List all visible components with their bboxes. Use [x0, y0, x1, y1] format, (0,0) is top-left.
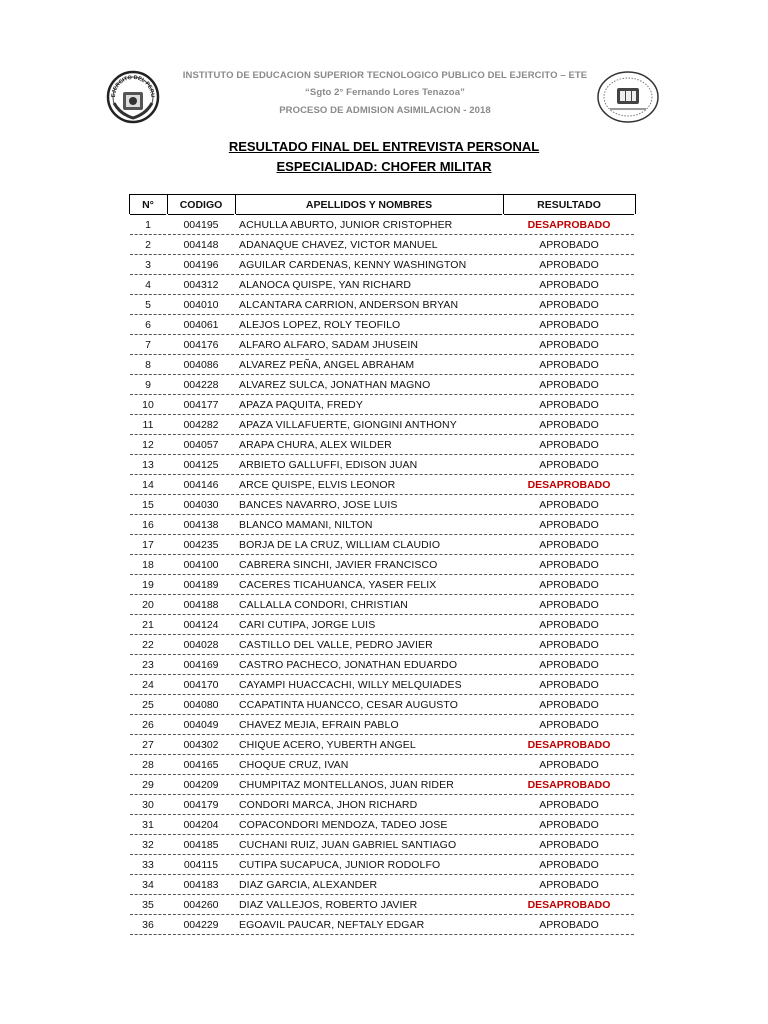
table-row [129, 475, 635, 495]
document-title: RESULTADO FINAL DEL ENTREVISTA PERSONAL [228, 139, 540, 154]
row-result: DESAPROBADO [503, 775, 635, 795]
row-code: 004125 [167, 455, 235, 475]
row-number: 8 [129, 355, 167, 375]
table-row [129, 675, 635, 695]
table-row [129, 755, 635, 775]
row-code: 004282 [167, 415, 235, 435]
row-full-name: CHAVEZ MEJIA, EFRAIN PABLO [235, 715, 503, 735]
row-full-name: CALLALLA CONDORI, CHRISTIAN [235, 595, 503, 615]
row-code: 004177 [167, 395, 235, 415]
row-full-name: DIAZ GARCIA, ALEXANDER [235, 875, 503, 895]
table-row [129, 615, 635, 635]
row-result: APROBADO [503, 435, 635, 455]
document-subtitle: ESPECIALIDAD: CHOFER MILITAR [276, 159, 492, 174]
row-code: 004189 [167, 575, 235, 595]
row-code: 004049 [167, 715, 235, 735]
table-row [129, 395, 635, 415]
table-row [129, 315, 635, 335]
row-result: APROBADO [503, 455, 635, 475]
row-result: APROBADO [503, 275, 635, 295]
row-number: 5 [129, 295, 167, 315]
row-result: APROBADO [503, 915, 635, 935]
row-result: APROBADO [503, 795, 635, 815]
row-full-name: BANCES NAVARRO, JOSE LUIS [235, 495, 503, 515]
row-code: 004100 [167, 555, 235, 575]
row-result: APROBADO [503, 715, 635, 735]
row-full-name: AGUILAR CARDENAS, KENNY WASHINGTON [235, 255, 503, 275]
row-result: APROBADO [503, 515, 635, 535]
row-number: 21 [129, 615, 167, 635]
row-full-name: CONDORI MARCA, JHON RICHARD [235, 795, 503, 815]
row-number: 24 [129, 675, 167, 695]
row-full-name: CUCHANI RUIZ, JUAN GABRIEL SANTIAGO [235, 835, 503, 855]
row-code: 004185 [167, 835, 235, 855]
row-result: APROBADO [503, 495, 635, 515]
row-number: 31 [129, 815, 167, 835]
institute-seal-logo [596, 70, 660, 124]
table-body [129, 215, 635, 935]
table-row [129, 815, 635, 835]
row-number: 13 [129, 455, 167, 475]
row-result: APROBADO [503, 635, 635, 655]
column-header-name: APELLIDOS Y NOMBRES [235, 195, 503, 215]
row-number: 16 [129, 515, 167, 535]
row-code: 004124 [167, 615, 235, 635]
institute-honoree: “Sgto 2° Fernando Lores Tenazoa” [305, 87, 465, 98]
row-code: 004195 [167, 215, 235, 235]
row-number: 17 [129, 535, 167, 555]
row-result: APROBADO [503, 575, 635, 595]
row-result: APROBADO [503, 595, 635, 615]
row-number: 28 [129, 755, 167, 775]
table-row [129, 915, 635, 935]
row-number: 22 [129, 635, 167, 655]
row-code: 004028 [167, 635, 235, 655]
row-full-name: COPACONDORI MENDOZA, TADEO JOSE [235, 815, 503, 835]
row-full-name: BLANCO MAMANI, NILTON [235, 515, 503, 535]
table-row [129, 635, 635, 655]
table-row [129, 595, 635, 615]
row-number: 6 [129, 315, 167, 335]
row-result: APROBADO [503, 695, 635, 715]
table-row [129, 215, 635, 235]
row-number: 9 [129, 375, 167, 395]
row-result: APROBADO [503, 375, 635, 395]
row-code: 004196 [167, 255, 235, 275]
table-row [129, 295, 635, 315]
row-result: APROBADO [503, 615, 635, 635]
row-full-name: CUTIPA SUCAPUCA, JUNIOR RODOLFO [235, 855, 503, 875]
row-result: APROBADO [503, 255, 635, 275]
row-result: APROBADO [503, 395, 635, 415]
row-code: 004204 [167, 815, 235, 835]
row-number: 3 [129, 255, 167, 275]
row-code: 004228 [167, 375, 235, 395]
row-code: 004030 [167, 495, 235, 515]
row-code: 004080 [167, 695, 235, 715]
row-full-name: ALVAREZ PEÑA, ANGEL ABRAHAM [235, 355, 503, 375]
row-full-name: CAYAMPI HUACCACHI, WILLY MELQUIADES [235, 675, 503, 695]
table-row [129, 435, 635, 455]
row-full-name: CHOQUE CRUZ, IVAN [235, 755, 503, 775]
row-number: 12 [129, 435, 167, 455]
table-row [129, 895, 635, 915]
row-number: 19 [129, 575, 167, 595]
row-number: 11 [129, 415, 167, 435]
row-full-name: ALVAREZ SULCA, JONATHAN MAGNO [235, 375, 503, 395]
row-number: 23 [129, 655, 167, 675]
institute-name: INSTITUTO DE EDUCACION SUPERIOR TECNOLOGICO PUBLICO DEL EJERCITO – ETE [182, 70, 588, 81]
emblem-text: EJERCITO DEL PERU [110, 74, 156, 98]
table-row [129, 575, 635, 595]
row-code: 004302 [167, 735, 235, 755]
row-code: 004165 [167, 755, 235, 775]
row-full-name: APAZA PAQUITA, FREDY [235, 395, 503, 415]
table-row [129, 515, 635, 535]
table-row [129, 775, 635, 795]
table-row [129, 255, 635, 275]
row-number: 18 [129, 555, 167, 575]
row-number: 2 [129, 235, 167, 255]
table-row [129, 235, 635, 255]
row-result: APROBADO [503, 855, 635, 875]
row-result: DESAPROBADO [503, 215, 635, 235]
row-number: 25 [129, 695, 167, 715]
row-full-name: ADANAQUE CHAVEZ, VICTOR MANUEL [235, 235, 503, 255]
row-full-name: CARI CUTIPA, JORGE LUIS [235, 615, 503, 635]
table-row [129, 455, 635, 475]
row-number: 7 [129, 335, 167, 355]
row-full-name: CCAPATINTA HUANCCO, CESAR AUGUSTO [235, 695, 503, 715]
row-code: 004138 [167, 515, 235, 535]
table-row [129, 655, 635, 675]
row-code: 004188 [167, 595, 235, 615]
column-header-code: CODIGO [167, 195, 235, 215]
row-number: 35 [129, 895, 167, 915]
row-code: 004148 [167, 235, 235, 255]
row-result: APROBADO [503, 815, 635, 835]
row-code: 004010 [167, 295, 235, 315]
row-code: 004086 [167, 355, 235, 375]
admission-process: PROCESO DE ADMISION ASIMILACION - 2018 [279, 105, 491, 116]
row-code: 004179 [167, 795, 235, 815]
row-code: 004057 [167, 435, 235, 455]
table-row [129, 375, 635, 395]
table-row [129, 355, 635, 375]
row-result: APROBADO [503, 295, 635, 315]
row-full-name: ARCE QUISPE, ELVIS LEONOR [235, 475, 503, 495]
row-code: 004229 [167, 915, 235, 935]
row-result: APROBADO [503, 335, 635, 355]
table-row [129, 555, 635, 575]
row-result: APROBADO [503, 355, 635, 375]
row-result: DESAPROBADO [503, 475, 635, 495]
row-full-name: ACHULLA ABURTO, JUNIOR CRISTOPHER [235, 215, 503, 235]
column-header-result: RESULTADO [503, 195, 635, 215]
results-table [128, 194, 636, 935]
row-full-name: CHUMPITAZ MONTELLANOS, JUAN RIDER [235, 775, 503, 795]
row-result: DESAPROBADO [503, 735, 635, 755]
row-number: 10 [129, 395, 167, 415]
row-full-name: CASTILLO DEL VALLE, PEDRO JAVIER [235, 635, 503, 655]
row-full-name: CABRERA SINCHI, JAVIER FRANCISCO [235, 555, 503, 575]
row-result: DESAPROBADO [503, 895, 635, 915]
row-result: APROBADO [503, 235, 635, 255]
row-full-name: ALCANTARA CARRION, ANDERSON BRYAN [235, 295, 503, 315]
row-number: 36 [129, 915, 167, 935]
row-number: 30 [129, 795, 167, 815]
row-number: 33 [129, 855, 167, 875]
table-row [129, 855, 635, 875]
table-row [129, 735, 635, 755]
row-result: APROBADO [503, 415, 635, 435]
row-full-name: BORJA DE LA CRUZ, WILLIAM CLAUDIO [235, 535, 503, 555]
row-full-name: ARAPA CHURA, ALEX WILDER [235, 435, 503, 455]
table-row [129, 495, 635, 515]
row-result: APROBADO [503, 315, 635, 335]
row-full-name: CASTRO PACHECO, JONATHAN EDUARDO [235, 655, 503, 675]
row-number: 4 [129, 275, 167, 295]
row-code: 004209 [167, 775, 235, 795]
table-row [129, 535, 635, 555]
table-row [129, 715, 635, 735]
row-full-name: ARBIETO GALLUFFI, EDISON JUAN [235, 455, 503, 475]
row-number: 14 [129, 475, 167, 495]
table-row [129, 695, 635, 715]
row-full-name: ALEJOS LOPEZ, ROLY TEOFILO [235, 315, 503, 335]
row-code: 004061 [167, 315, 235, 335]
row-result: APROBADO [503, 835, 635, 855]
row-code: 004176 [167, 335, 235, 355]
row-full-name: ALFARO ALFARO, SADAM JHUSEIN [235, 335, 503, 355]
row-full-name: DIAZ VALLEJOS, ROBERTO JAVIER [235, 895, 503, 915]
row-number: 29 [129, 775, 167, 795]
row-full-name: EGOAVIL PAUCAR, NEFTALY EDGAR [235, 915, 503, 935]
column-header-number: N° [129, 195, 167, 215]
row-result: APROBADO [503, 675, 635, 695]
army-emblem-logo [106, 70, 160, 124]
row-number: 27 [129, 735, 167, 755]
row-code: 004312 [167, 275, 235, 295]
row-full-name: APAZA VILLAFUERTE, GIONGINI ANTHONY [235, 415, 503, 435]
row-number: 26 [129, 715, 167, 735]
row-result: APROBADO [503, 555, 635, 575]
table-row [129, 335, 635, 355]
row-number: 32 [129, 835, 167, 855]
row-number: 15 [129, 495, 167, 515]
row-code: 004260 [167, 895, 235, 915]
row-number: 34 [129, 875, 167, 895]
row-result: APROBADO [503, 755, 635, 775]
table-header-row [129, 195, 635, 215]
row-full-name: ALANOCA QUISPE, YAN RICHARD [235, 275, 503, 295]
table-row [129, 275, 635, 295]
row-code: 004169 [167, 655, 235, 675]
row-code: 004146 [167, 475, 235, 495]
row-number: 1 [129, 215, 167, 235]
table-row [129, 795, 635, 815]
row-result: APROBADO [503, 535, 635, 555]
row-number: 20 [129, 595, 167, 615]
row-result: APROBADO [503, 655, 635, 675]
table-row [129, 415, 635, 435]
table-row [129, 875, 635, 895]
row-code: 004183 [167, 875, 235, 895]
table-row [129, 835, 635, 855]
row-result: APROBADO [503, 875, 635, 895]
row-code: 004115 [167, 855, 235, 875]
row-code: 004170 [167, 675, 235, 695]
row-full-name: CACERES TICAHUANCA, YASER FELIX [235, 575, 503, 595]
row-full-name: CHIQUE ACERO, YUBERTH ANGEL [235, 735, 503, 755]
row-code: 004235 [167, 535, 235, 555]
